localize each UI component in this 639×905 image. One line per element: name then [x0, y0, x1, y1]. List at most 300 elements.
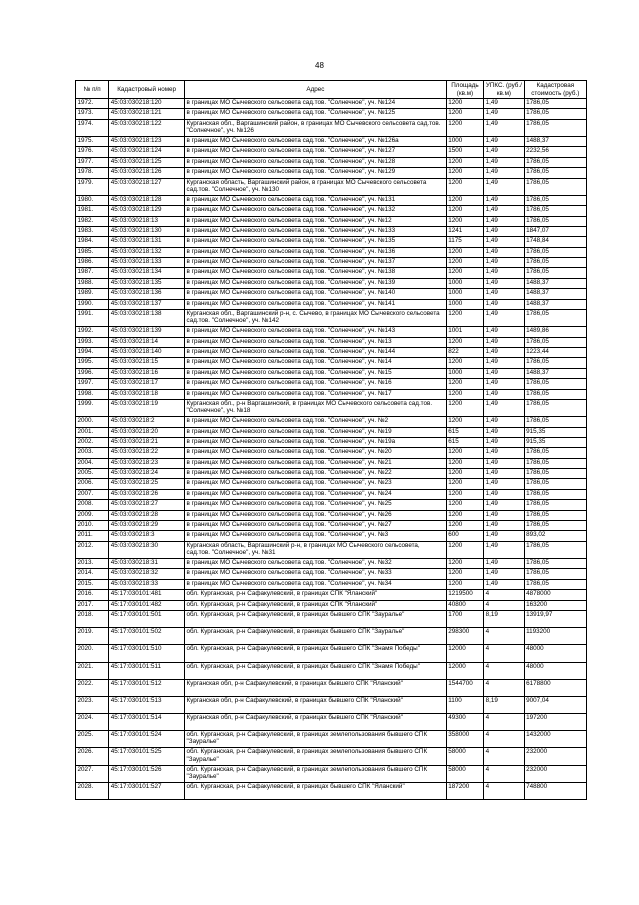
- table-row: [76, 559, 587, 569]
- area-cell: 58000: [446, 748, 483, 765]
- area-cell: 1000: [446, 299, 483, 309]
- area-cell: 615: [446, 437, 483, 447]
- cadastral-number-cell: 45:03:030218:133: [109, 258, 185, 268]
- area-cell: 1200: [446, 157, 483, 167]
- address-cell: в границах МО Сычевского сельсовета сад.тов. "Солнечное", уч. №19а: [185, 437, 447, 447]
- table-row: [76, 417, 587, 427]
- upks-cell: 1,49: [484, 206, 525, 216]
- cadastral-number-cell: 45:03:030218:137: [109, 299, 185, 309]
- address-cell: в границах МО Сычевского сельсовета сад.тов. "Солнечное", уч. №139: [185, 278, 447, 288]
- upks-cell: 1,49: [484, 337, 525, 347]
- area-cell: 1200: [446, 579, 483, 589]
- address-cell: в границах МО Сычевского сельсовета сад.тов. "Солнечное", уч. №13: [185, 337, 447, 347]
- area-cell: 615: [446, 427, 483, 437]
- row-number-cell: 1988.: [76, 278, 109, 288]
- cadastral-cost-cell: 1786,05: [524, 510, 586, 520]
- upks-cell: 1,49: [484, 178, 525, 195]
- cadastral-number-cell: 45:03:030218:23: [109, 458, 185, 468]
- address-cell: в границах МО Сычевского сельсовета сад.тов. "Солнечное", уч. №124: [185, 99, 447, 109]
- cadastral-cost-cell: 1786,05: [524, 399, 586, 416]
- area-cell: 187200: [446, 782, 483, 799]
- cadastral-cost-cell: 48000: [524, 645, 586, 662]
- cadastral-cost-cell: 1786,05: [524, 521, 586, 531]
- upks-cell: 8,19: [484, 610, 525, 627]
- row-number-cell: 2004.: [76, 458, 109, 468]
- table-row: [76, 628, 587, 645]
- cadastral-cost-cell: 1786,05: [524, 109, 586, 119]
- cadastral-number-cell: 45:03:030218:30: [109, 541, 185, 558]
- address-cell: обл. Курганская, р-н Сафакулевский, в границах бывшего СПК "Зауралье": [185, 628, 447, 645]
- row-number-cell: 2024.: [76, 714, 109, 731]
- table-row: [76, 662, 587, 679]
- cadastral-number-cell: 45:03:030218:20: [109, 427, 185, 437]
- row-number-cell: 1985.: [76, 247, 109, 257]
- table-row: [76, 399, 587, 416]
- row-number-cell: 2007.: [76, 489, 109, 499]
- row-number-cell: 1995.: [76, 358, 109, 368]
- table-row: [76, 289, 587, 299]
- area-cell: 1200: [446, 541, 483, 558]
- cadastral-number-cell: 45:03:030218:121: [109, 109, 185, 119]
- cadastral-cost-cell: 1786,05: [524, 337, 586, 347]
- cadastral-cost-cell: 1786,05: [524, 569, 586, 579]
- upks-cell: 1,49: [484, 119, 525, 136]
- cadastral-number-cell: 45:03:030218:126: [109, 168, 185, 178]
- area-cell: 1000: [446, 278, 483, 288]
- address-cell: в границах МО Сычевского сельсовета сад.тов. "Солнечное", уч. №33: [185, 569, 447, 579]
- cadastral-cost-cell: 13919,97: [524, 610, 586, 627]
- cadastral-cost-cell: 1488,37: [524, 299, 586, 309]
- cadastral-number-cell: 45:03:030218:13: [109, 216, 185, 226]
- upks-cell: 1,49: [484, 109, 525, 119]
- upks-cell: 1,49: [484, 389, 525, 399]
- area-cell: 1200: [446, 268, 483, 278]
- area-cell: 1200: [446, 458, 483, 468]
- table-row: [76, 437, 587, 447]
- cadastral-cost-cell: 1847,07: [524, 226, 586, 236]
- cadastral-cost-cell: 1193200: [524, 628, 586, 645]
- address-cell: в границах МО Сычевского сельсовета сад.тов. "Солнечное", уч. №143: [185, 327, 447, 337]
- upks-cell: 1,49: [484, 168, 525, 178]
- cadastral-cost-cell: 1786,05: [524, 417, 586, 427]
- cadastral-number-cell: 45:03:030218:135: [109, 278, 185, 288]
- cadastral-number-cell: 45:03:030218:128: [109, 195, 185, 205]
- row-number-cell: 1975.: [76, 136, 109, 146]
- area-cell: 1544700: [446, 679, 483, 696]
- upks-cell: 1,49: [484, 379, 525, 389]
- row-number-cell: 1989.: [76, 289, 109, 299]
- area-cell: 298300: [446, 628, 483, 645]
- cadastral-number-cell: 45:17:030101:502: [109, 628, 185, 645]
- table-row: [76, 521, 587, 531]
- upks-cell: 1,49: [484, 99, 525, 109]
- table-row: [76, 358, 587, 368]
- upks-cell: 4: [484, 590, 525, 600]
- upks-cell: 1,49: [484, 521, 525, 531]
- table-row: [76, 469, 587, 479]
- table-row: [76, 782, 587, 799]
- table-row: [76, 327, 587, 337]
- area-cell: 1700: [446, 610, 483, 627]
- cadastral-cost-cell: 1488,37: [524, 368, 586, 378]
- area-cell: 1200: [446, 479, 483, 489]
- address-cell: в границах МО Сычевского сельсовета сад.тов. "Солнечное", уч. №137: [185, 258, 447, 268]
- row-number-cell: 1973.: [76, 109, 109, 119]
- address-cell: в границах МО Сычевского сельсовета сад.тов. "Солнечное", уч. №19: [185, 427, 447, 437]
- area-cell: 1001: [446, 327, 483, 337]
- cadastral-number-cell: 45:03:030218:134: [109, 268, 185, 278]
- area-cell: 1200: [446, 510, 483, 520]
- row-number-cell: 1991.: [76, 310, 109, 327]
- row-number-cell: 2005.: [76, 469, 109, 479]
- table-row: [76, 178, 587, 195]
- cadastral-cost-cell: 1786,05: [524, 206, 586, 216]
- address-cell: в границах МО Сычевского сельсовета сад.тов. "Солнечное", уч. №131: [185, 195, 447, 205]
- cadastral-number-cell: 45:03:030218:3: [109, 531, 185, 541]
- upks-cell: 1,49: [484, 559, 525, 569]
- table-row: [76, 448, 587, 458]
- cadastral-number-cell: 45:03:030218:120: [109, 99, 185, 109]
- row-number-cell: 2017.: [76, 600, 109, 610]
- cadastral-cost-cell: 1488,37: [524, 136, 586, 146]
- table-row: [76, 268, 587, 278]
- table-row: [76, 258, 587, 268]
- table-row: [76, 119, 587, 136]
- table-row: [76, 310, 587, 327]
- area-cell: 1175: [446, 237, 483, 247]
- cadastral-number-cell: 45:03:030218:21: [109, 437, 185, 447]
- row-number-cell: 2002.: [76, 437, 109, 447]
- table-row: [76, 696, 587, 713]
- upks-cell: 1,49: [484, 258, 525, 268]
- address-cell: в границах МО Сычевского сельсовета сад.тов. "Солнечное", уч. №129: [185, 168, 447, 178]
- row-number-cell: 2020.: [76, 645, 109, 662]
- address-cell: в границах МО Сычевского сельсовета сад.тов. "Солнечное", уч. №125: [185, 109, 447, 119]
- upks-cell: 1,49: [484, 358, 525, 368]
- row-number-cell: 1983.: [76, 226, 109, 236]
- address-cell: в границах МО Сычевского сельсовета сад.тов. "Солнечное", уч. №25: [185, 500, 447, 510]
- upks-cell: 1,49: [484, 479, 525, 489]
- cadastral-cost-cell: 1748,84: [524, 237, 586, 247]
- cadastral-cost-cell: 48000: [524, 662, 586, 679]
- cadastral-cost-cell: 1489,86: [524, 327, 586, 337]
- header-row: [76, 81, 587, 99]
- area-cell: 822: [446, 347, 483, 357]
- cadastral-value-table: [75, 80, 587, 800]
- area-cell: 1200: [446, 500, 483, 510]
- address-cell: в границах МО Сычевского сельсовета сад.тов. "Солнечное", уч. №26: [185, 510, 447, 520]
- area-cell: 1200: [446, 99, 483, 109]
- cadastral-number-cell: 45:03:030218:123: [109, 136, 185, 146]
- cadastral-cost-cell: 915,35: [524, 427, 586, 437]
- area-cell: 12000: [446, 662, 483, 679]
- row-number-cell: 2027.: [76, 765, 109, 782]
- area-cell: 1100: [446, 696, 483, 713]
- row-number-cell: 2003.: [76, 448, 109, 458]
- table-row: [76, 748, 587, 765]
- area-cell: 1200: [446, 178, 483, 195]
- cadastral-cost-cell: 1786,05: [524, 195, 586, 205]
- table-row: [76, 195, 587, 205]
- cadastral-number-cell: 45:03:030218:129: [109, 206, 185, 216]
- address-cell: обл. Курганская, р-н Сафакулевский, в границах СПК "Яланский": [185, 590, 447, 600]
- area-cell: 1219500: [446, 590, 483, 600]
- upks-cell: 4: [484, 765, 525, 782]
- row-number-cell: 1972.: [76, 99, 109, 109]
- address-cell: Курганская область, Варгашинский район, в границах МО Сычевского сельсовета сад.тов. "Солнечное", уч. №130: [185, 178, 447, 195]
- area-cell: 1200: [446, 337, 483, 347]
- row-number-cell: 2021.: [76, 662, 109, 679]
- table-row: [76, 600, 587, 610]
- cadastral-number-cell: 45:17:030101:512: [109, 679, 185, 696]
- upks-cell: 1,49: [484, 469, 525, 479]
- address-cell: в границах МО Сычевского сельсовета сад.тов. "Солнечное", уч. №132: [185, 206, 447, 216]
- address-cell: в границах МО Сычевского сельсовета сад.тов. "Солнечное", уч. №22: [185, 469, 447, 479]
- table-row: [76, 510, 587, 520]
- table-row: [76, 216, 587, 226]
- header-cadastral-cost: Кадастровая стоимость (руб.): [524, 81, 586, 99]
- row-number-cell: 2026.: [76, 748, 109, 765]
- row-number-cell: 1981.: [76, 206, 109, 216]
- address-cell: в границах МО Сычевского сельсовета сад.тов. "Солнечное", уч. №14: [185, 358, 447, 368]
- cadastral-number-cell: 45:03:030218:14: [109, 337, 185, 347]
- upks-cell: 1,49: [484, 237, 525, 247]
- table-row: [76, 237, 587, 247]
- table-row: [76, 610, 587, 627]
- cadastral-number-cell: 45:03:030218:15: [109, 358, 185, 368]
- row-number-cell: 1979.: [76, 178, 109, 195]
- header-number: № п/п: [76, 81, 109, 99]
- address-cell: в границах МО Сычевского сельсовета сад.тов. "Солнечное", уч. №21: [185, 458, 447, 468]
- table-row: [76, 337, 587, 347]
- cadastral-number-cell: 45:03:030218:27: [109, 500, 185, 510]
- table-row: [76, 206, 587, 216]
- upks-cell: 1,49: [484, 327, 525, 337]
- address-cell: обл. Курганская, р-н Сафакулевский, в границах землепользования бывшего СПК "Зауралье": [185, 765, 447, 782]
- table-row: [76, 389, 587, 399]
- cadastral-number-cell: 45:03:030218:124: [109, 147, 185, 157]
- cadastral-number-cell: 45:17:030101:510: [109, 645, 185, 662]
- cadastral-cost-cell: 1786,05: [524, 99, 586, 109]
- cadastral-number-cell: 45:03:030218:31: [109, 559, 185, 569]
- cadastral-cost-cell: 1786,05: [524, 541, 586, 558]
- table-row: [76, 379, 587, 389]
- cadastral-number-cell: 45:03:030218:16: [109, 368, 185, 378]
- row-number-cell: 2010.: [76, 521, 109, 531]
- upks-cell: 1,49: [484, 531, 525, 541]
- table-row: [76, 247, 587, 257]
- row-number-cell: 2006.: [76, 479, 109, 489]
- upks-cell: 1,49: [484, 579, 525, 589]
- cadastral-number-cell: 45:17:030101:525: [109, 748, 185, 765]
- area-cell: 1200: [446, 258, 483, 268]
- address-cell: в границах МО Сычевского сельсовета сад.тов. "Солнечное", уч. №2: [185, 417, 447, 427]
- cadastral-number-cell: 45:03:030218:28: [109, 510, 185, 520]
- address-cell: в границах МО Сычевского сельсовета сад.тов. "Солнечное", уч. №23: [185, 479, 447, 489]
- cadastral-number-cell: 45:03:030218:33: [109, 579, 185, 589]
- cadastral-cost-cell: 1786,05: [524, 448, 586, 458]
- table-row: [76, 299, 587, 309]
- table-row: [76, 347, 587, 357]
- row-number-cell: 2009.: [76, 510, 109, 520]
- cadastral-number-cell: 45:03:030218:140: [109, 347, 185, 357]
- row-number-cell: 1978.: [76, 168, 109, 178]
- upks-cell: 1,49: [484, 541, 525, 558]
- address-cell: обл. Курганская, р-н Сафакулевский, в границах землепользования бывшего СПК "Зауралье": [185, 731, 447, 748]
- cadastral-cost-cell: 197200: [524, 714, 586, 731]
- cadastral-cost-cell: 1223,44: [524, 347, 586, 357]
- address-cell: в границах МО Сычевского сельсовета сад.тов. "Солнечное", уч. №12: [185, 216, 447, 226]
- cadastral-cost-cell: 232000: [524, 748, 586, 765]
- cadastral-number-cell: 45:03:030218:139: [109, 327, 185, 337]
- area-cell: 58000: [446, 765, 483, 782]
- area-cell: 600: [446, 531, 483, 541]
- upks-cell: 1,49: [484, 399, 525, 416]
- table-row: [76, 136, 587, 146]
- cadastral-number-cell: 45:03:030218:25: [109, 479, 185, 489]
- cadastral-number-cell: 45:03:030218:24: [109, 469, 185, 479]
- address-cell: в границах МО Сычевского сельсовета сад.тов. "Солнечное", уч. №16: [185, 379, 447, 389]
- address-cell: в границах МО Сычевского сельсовета сад.тов. "Солнечное", уч. №128: [185, 157, 447, 167]
- area-cell: 1200: [446, 521, 483, 531]
- cadastral-cost-cell: 1786,05: [524, 157, 586, 167]
- cadastral-number-cell: 45:17:030101:513: [109, 696, 185, 713]
- table-row: [76, 569, 587, 579]
- cadastral-number-cell: 45:17:030101:527: [109, 782, 185, 799]
- cadastral-cost-cell: 1786,05: [524, 379, 586, 389]
- table-header: [76, 81, 587, 99]
- header-cadastral-number: Кадастровый номер: [109, 81, 185, 99]
- cadastral-number-cell: 45:03:030218:19: [109, 399, 185, 416]
- address-cell: в границах МО Сычевского сельсовета сад.тов. "Солнечное", уч. №3: [185, 531, 447, 541]
- row-number-cell: 1993.: [76, 337, 109, 347]
- upks-cell: 1,49: [484, 278, 525, 288]
- upks-cell: 1,49: [484, 310, 525, 327]
- table-row: [76, 479, 587, 489]
- area-cell: 1200: [446, 379, 483, 389]
- area-cell: 49300: [446, 714, 483, 731]
- table-row: [76, 278, 587, 288]
- upks-cell: 1,49: [484, 289, 525, 299]
- row-number-cell: 1977.: [76, 157, 109, 167]
- cadastral-cost-cell: 1786,05: [524, 268, 586, 278]
- cadastral-cost-cell: 1786,05: [524, 389, 586, 399]
- cadastral-number-cell: 45:03:030218:131: [109, 237, 185, 247]
- table-row: [76, 489, 587, 499]
- area-cell: 1200: [446, 119, 483, 136]
- upks-cell: 1,49: [484, 347, 525, 357]
- address-cell: в границах МО Сычевского сельсовета сад.тов. "Солнечное", уч. №144: [185, 347, 447, 357]
- upks-cell: 1,49: [484, 268, 525, 278]
- address-cell: в границах МО Сычевского сельсовета сад.тов. "Солнечное", уч. №127: [185, 147, 447, 157]
- cadastral-cost-cell: 1786,05: [524, 258, 586, 268]
- cadastral-cost-cell: 1786,05: [524, 216, 586, 226]
- row-number-cell: 2018.: [76, 610, 109, 627]
- address-cell: в границах МО Сычевского сельсовета сад.тов. "Солнечное", уч. №138: [185, 268, 447, 278]
- row-number-cell: 2022.: [76, 679, 109, 696]
- area-cell: 1200: [446, 389, 483, 399]
- cadastral-number-cell: 45:17:030101:514: [109, 714, 185, 731]
- row-number-cell: 2025.: [76, 731, 109, 748]
- area-cell: 1200: [446, 168, 483, 178]
- cadastral-number-cell: 45:03:030218:22: [109, 448, 185, 458]
- cadastral-cost-cell: 1786,05: [524, 178, 586, 195]
- cadastral-cost-cell: 232000: [524, 765, 586, 782]
- area-cell: 1200: [446, 399, 483, 416]
- cadastral-number-cell: 45:17:030101:481: [109, 590, 185, 600]
- area-cell: 1200: [446, 559, 483, 569]
- cadastral-cost-cell: 893,02: [524, 531, 586, 541]
- address-cell: Курганская обл, р-н Сафакулевский, в границах бывшего СПК "Яланский": [185, 679, 447, 696]
- area-cell: 358000: [446, 731, 483, 748]
- area-cell: 1200: [446, 417, 483, 427]
- upks-cell: 1,49: [484, 437, 525, 447]
- upks-cell: 1,49: [484, 247, 525, 257]
- area-cell: 1200: [446, 489, 483, 499]
- header-address: Адрес: [185, 81, 447, 99]
- cadastral-cost-cell: 4878000: [524, 590, 586, 600]
- address-cell: Курганская обл, р-н Сафакулевский, в границах бывшего СПК "Яланский": [185, 696, 447, 713]
- row-number-cell: 1999.: [76, 399, 109, 416]
- address-cell: обл. Курганская, р-н Сафакулевский, в границах СПК "Яланский": [185, 600, 447, 610]
- address-cell: в границах МО Сычевского сельсовета сад.тов. "Солнечное", уч. №27: [185, 521, 447, 531]
- address-cell: Курганская область, Варгашинский р-н, в границах МО Сычевского сельсовета, сад.тов. "Солнечное", уч. №31: [185, 541, 447, 558]
- upks-cell: 1,49: [484, 226, 525, 236]
- cadastral-number-cell: 45:03:030218:26: [109, 489, 185, 499]
- table-row: [76, 765, 587, 782]
- cadastral-number-cell: 45:03:030218:130: [109, 226, 185, 236]
- upks-cell: 4: [484, 662, 525, 679]
- table-row: [76, 157, 587, 167]
- area-cell: 1241: [446, 226, 483, 236]
- row-number-cell: 2012.: [76, 541, 109, 558]
- upks-cell: 1,49: [484, 569, 525, 579]
- address-cell: обл. Курганская, р-н Сафакулевский, в границах землепользования бывшего СПК "Зауралье": [185, 748, 447, 765]
- table-row: [76, 109, 587, 119]
- row-number-cell: 1984.: [76, 237, 109, 247]
- row-number-cell: 1980.: [76, 195, 109, 205]
- cadastral-number-cell: 45:03:030218:17: [109, 379, 185, 389]
- upks-cell: 1,49: [484, 489, 525, 499]
- upks-cell: 1,49: [484, 510, 525, 520]
- cadastral-number-cell: 45:17:030101:482: [109, 600, 185, 610]
- upks-cell: 4: [484, 782, 525, 799]
- upks-cell: 1,49: [484, 157, 525, 167]
- upks-cell: 1,49: [484, 500, 525, 510]
- cadastral-cost-cell: 1786,05: [524, 500, 586, 510]
- row-number-cell: 2016.: [76, 590, 109, 600]
- table-body: [76, 99, 587, 800]
- address-cell: в границах МО Сычевского сельсовета сад.тов. "Солнечное", уч. №135: [185, 237, 447, 247]
- cadastral-cost-cell: 1786,05: [524, 310, 586, 327]
- area-cell: 12000: [446, 645, 483, 662]
- table-row: [76, 368, 587, 378]
- upks-cell: 8,19: [484, 696, 525, 713]
- address-cell: в границах МО Сычевского сельсовета сад.тов. "Солнечное", уч. №133: [185, 226, 447, 236]
- upks-cell: 4: [484, 628, 525, 645]
- table-row: [76, 226, 587, 236]
- area-cell: 1200: [446, 109, 483, 119]
- address-cell: в границах МО Сычевского сельсовета сад.тов. "Солнечное", уч. №136: [185, 247, 447, 257]
- cadastral-cost-cell: 9007,04: [524, 696, 586, 713]
- table-row: [76, 731, 587, 748]
- address-cell: обл. Курганская, р-н Сафакулевский, в границах бывшего СПК "Знамя Победы": [185, 662, 447, 679]
- address-cell: обл. Курганская, р-н Сафакулевский, в границах бывшего СПК "Знамя Победы": [185, 645, 447, 662]
- header-area: Площадь (кв.м): [446, 81, 483, 99]
- cadastral-number-cell: 45:17:030101:501: [109, 610, 185, 627]
- upks-cell: 1,49: [484, 448, 525, 458]
- row-number-cell: 2000.: [76, 417, 109, 427]
